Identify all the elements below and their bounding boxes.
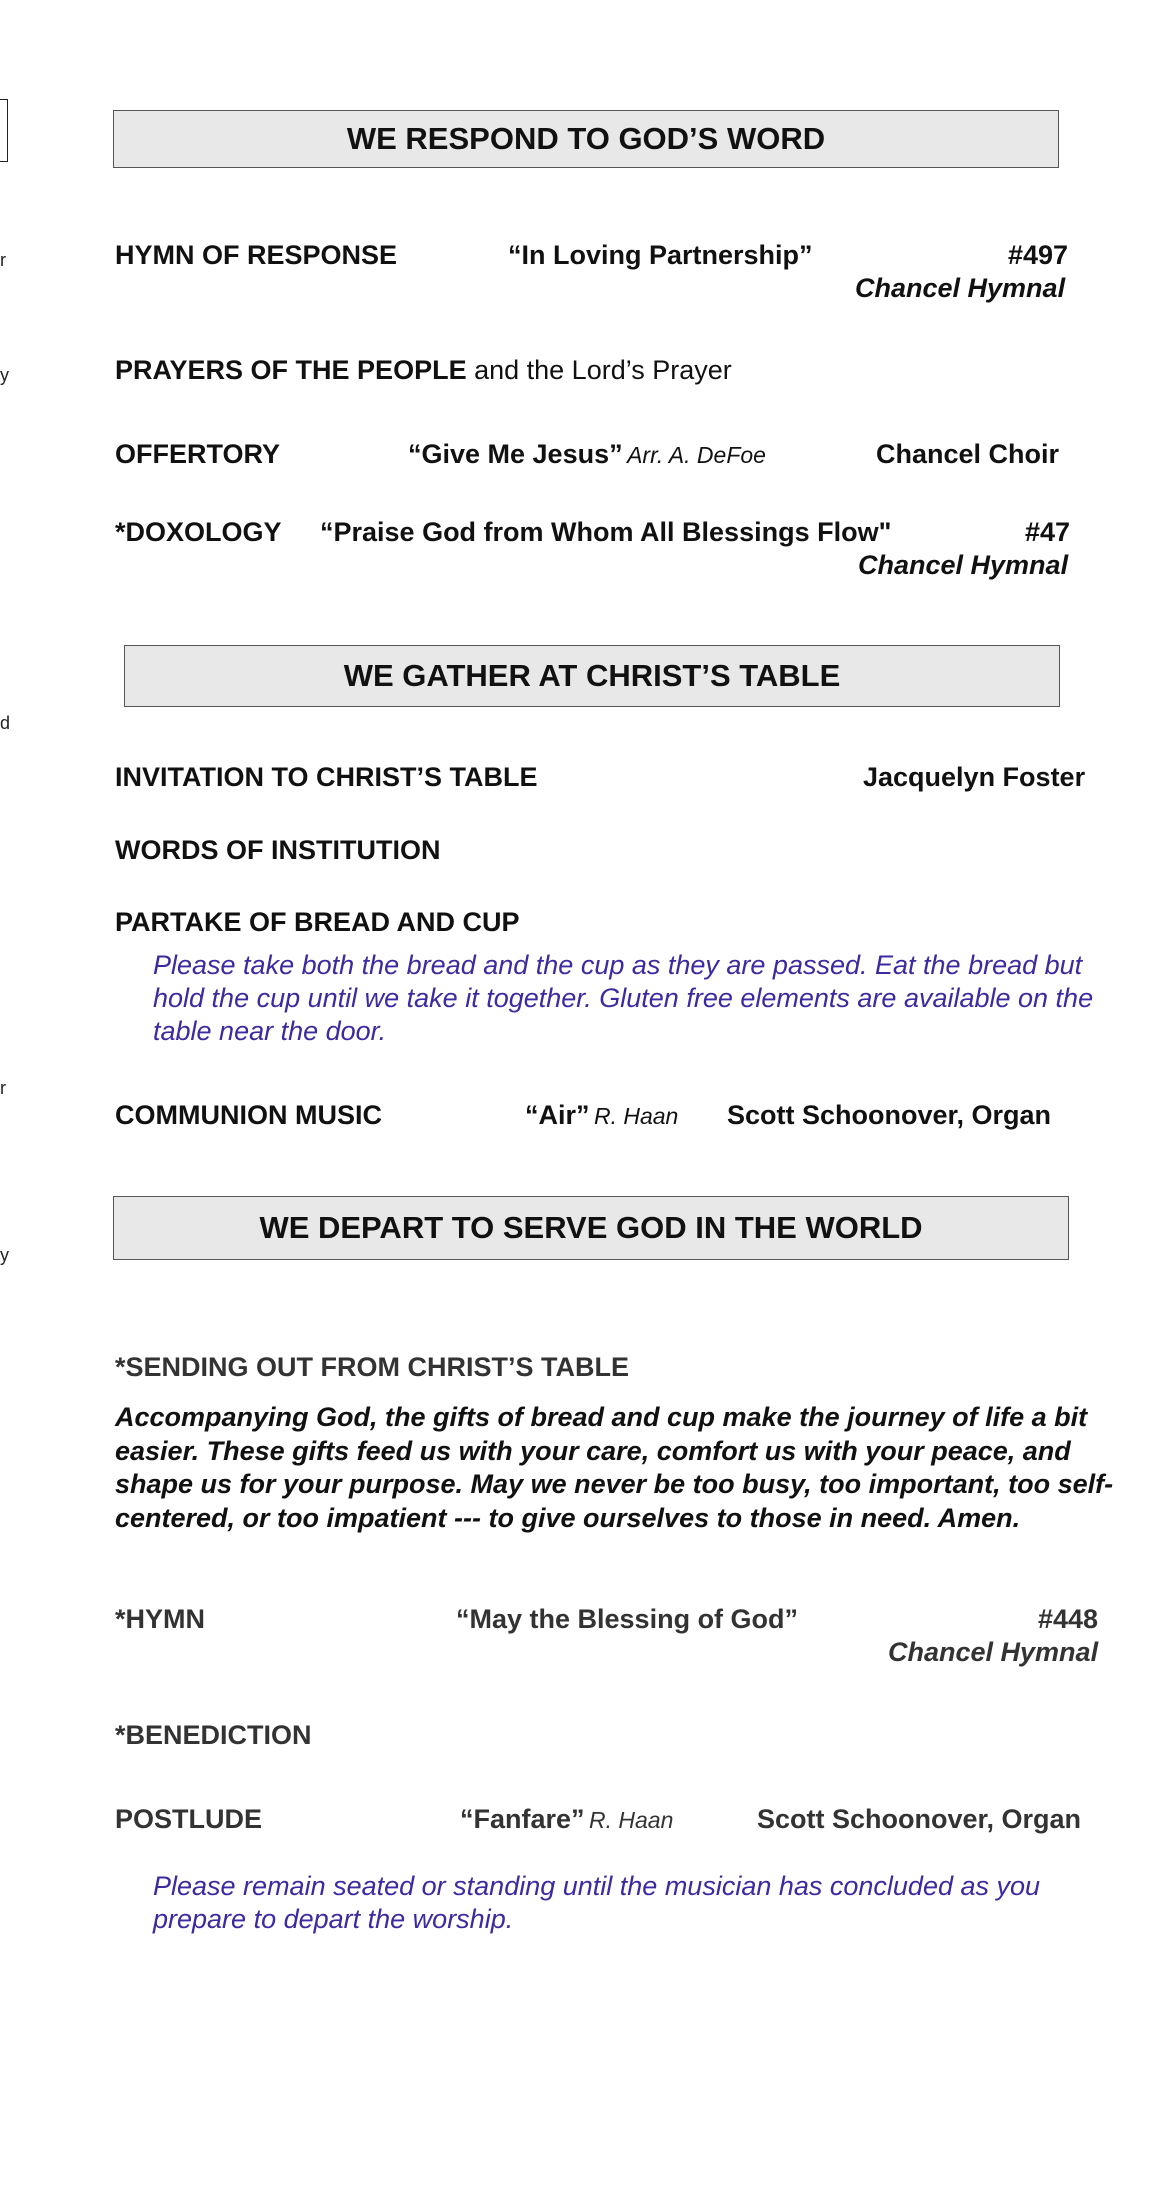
closing-hymn-number: #448	[1038, 1604, 1099, 1634]
section-banner-depart: WE DEPART TO SERVE GOD IN THE WORLD	[113, 1196, 1069, 1260]
postlude-label: POSTLUDE	[115, 1804, 263, 1834]
edge-fragment: r	[0, 250, 6, 270]
partake-label: PARTAKE OF BREAD AND CUP	[115, 907, 520, 937]
postlude-performer: Scott Schoonover, Organ	[757, 1804, 1082, 1834]
doxology-label: *DOXOLOGY	[115, 517, 282, 547]
hymn-response-label: HYMN OF RESPONSE	[115, 240, 398, 270]
communion-music-title: “Air”	[525, 1100, 590, 1130]
hymn-response-title: “In Loving Partnership”	[508, 240, 813, 270]
partake-note: Please take both the bread and the cup as they are passed. Eat the bread but hold the cup until we take it together. Gluten free elements are available on the table near the door.	[153, 950, 1094, 1046]
section-banner-gather: WE GATHER AT CHRIST’S TABLE	[124, 645, 1060, 707]
communion-music-piece	[525, 1100, 678, 1131]
offertory-piece	[408, 439, 766, 470]
closing-hymn-label: *HYMN	[115, 1604, 206, 1634]
edge-fragment: r	[0, 1078, 6, 1098]
edge-fragment: y	[0, 1245, 9, 1265]
prayers-suffix: and the Lord’s Prayer	[466, 355, 732, 385]
edge-box-fragment	[0, 99, 8, 162]
communion-music-composer: R. Haan	[593, 1103, 679, 1129]
postlude-title: “Fanfare”	[460, 1804, 585, 1834]
offertory-arranger: Arr. A. DeFoe	[627, 442, 766, 468]
edge-fragment: y	[0, 365, 9, 385]
closing-hymn-hymnal: Chancel Hymnal	[888, 1637, 1099, 1667]
section-banner-respond: WE RESPOND TO GOD’S WORD	[113, 110, 1059, 168]
benediction-label: *BENEDICTION	[115, 1720, 312, 1750]
edge-fragment: d	[0, 713, 11, 733]
offertory-title: “Give Me Jesus”	[408, 439, 623, 469]
doxology-title: “Praise God from Whom All Blessings Flow"	[320, 517, 892, 547]
prayers-line	[115, 355, 732, 386]
prayers-label: PRAYERS OF THE PEOPLE	[115, 355, 467, 385]
closing-note: Please remain seated or standing until the musician has concluded as you prepare to depart the worship.	[153, 1871, 1041, 1934]
invitation-label: INVITATION TO CHRIST’S TABLE	[115, 762, 538, 792]
offertory-performer: Chancel Choir	[876, 439, 1060, 469]
hymn-response-number: #497	[1008, 240, 1069, 270]
postlude-piece	[460, 1804, 673, 1835]
sending-prayer: Accompanying God, the gifts of bread and cup make the journey of life a bit easier. These gifts feed us with your care, comfort us with your peace, and shape us for your purpose. May we never be too busy, too important, too self-centered, or too impatient --- to give ourselves to those in need. Amen.	[115, 1402, 1114, 1533]
hymn-response-hymnal: Chancel Hymnal	[855, 273, 1066, 303]
postlude-composer: R. Haan	[589, 1807, 674, 1833]
offertory-label: OFFERTORY	[115, 439, 281, 469]
invitation-leader: Jacquelyn Foster	[863, 762, 1086, 792]
doxology-number: #47	[1025, 517, 1071, 547]
closing-hymn-title: “May the Blessing of God”	[456, 1604, 799, 1634]
communion-music-label: COMMUNION MUSIC	[115, 1100, 382, 1130]
doxology-hymnal: Chancel Hymnal	[858, 550, 1069, 580]
sending-label: *SENDING OUT FROM CHRIST’S TABLE	[115, 1352, 630, 1382]
communion-music-performer: Scott Schoonover, Organ	[727, 1100, 1052, 1130]
words-institution-label: WORDS OF INSTITUTION	[115, 835, 441, 865]
